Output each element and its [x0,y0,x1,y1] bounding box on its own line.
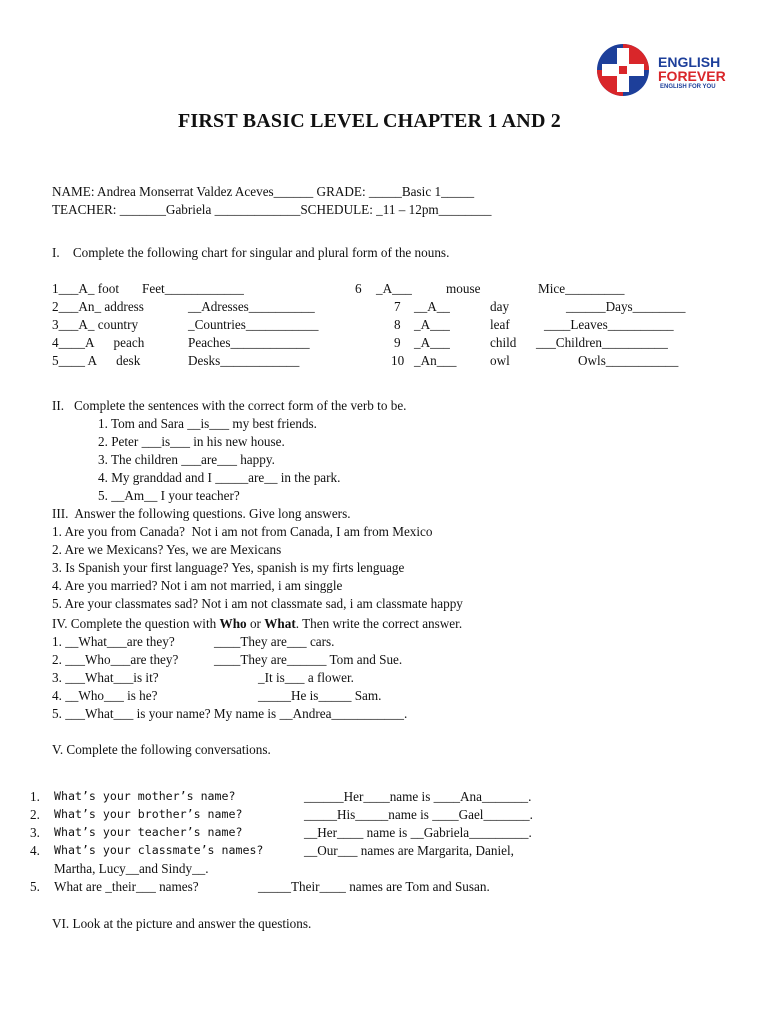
chart-plural: Owls___________ [578,353,679,368]
section-3-heading: III. Answer the following questions. Give long answers. [52,506,351,521]
chart-plural: ____Leaves__________ [544,317,674,332]
conversation-number: 5. [30,879,40,894]
section-4-heading [52,615,462,633]
conversation-number: 1. [30,789,40,804]
chart-number: 6 [355,281,362,296]
conversation-answer: _____Their____ names are Tom and Susan. [258,879,490,894]
long-answer-item: 2. Are we Mexicans? Yes, we are Mexicans [52,542,282,557]
who-what-question: 4. __Who___ is he? [52,688,158,703]
who-what-answer: _It is___ a flower. [258,670,354,685]
chart-article: _An___ [414,353,457,368]
section-4-heading-pre: IV. Complete the question with [52,616,220,631]
conversation-question: What’s your teacher’s name? [54,825,243,839]
chart-singular: day [490,299,510,314]
page-title: FIRST BASIC LEVEL CHAPTER 1 AND 2 [178,110,561,132]
chart-plural: __Adresses__________ [188,299,315,314]
conversation-question: Martha, Lucy__and Sindy__. [54,861,209,876]
verb-to-be-item: 5. __Am__ I your teacher? [98,488,240,503]
who-what-answer: _____He is_____ Sam. [258,688,382,703]
section-4-what: What [264,616,296,631]
section-4-heading-post: . Then write the correct answer. [295,616,463,631]
chart-number: 9 [394,335,401,350]
chart-number: 8 [394,317,401,332]
long-answer-item: 1. Are you from Canada? Not i am not from Canada, I am from Mexico [52,524,433,539]
chart-singular: mouse [446,281,481,296]
section-4-who: Who [219,616,247,631]
chart-singular: owl [490,353,510,368]
conversation-answer: __Our___ names are Margarita, Daniel, [304,843,514,858]
conversation-answer: __Her____ name is __Gabriela_________. [304,825,532,840]
conversation-question: What’s your mother’s name? [54,789,236,803]
who-what-question: 5. ___What___ is your name? My name is __Andrea___________. [52,706,408,721]
english-forever-logo [594,42,744,98]
chart-singular: 5____ A desk [52,353,141,368]
logo-line1: ENGLISH [658,54,721,70]
conversation-answer: _____His_____name is ____Gael_______. [304,807,533,822]
chart-singular: 1___A_ foot [52,281,120,296]
name-line: NAME: Andrea Monserrat Valdez Aceves______ GRADE: _____Basic 1_____ [52,184,475,199]
chart-plural: ___Children__________ [536,335,668,350]
long-answer-item: 4. Are you married? Not i am not married, i am singgle [52,578,343,593]
chart-plural: Peaches____________ [188,335,310,350]
chart-singular: child [490,335,517,350]
conversation-answer: ______Her____name is ____Ana_______. [304,789,532,804]
conversation-question: What’s your classmate’s names? [54,843,264,857]
teacher-line: TEACHER: _______Gabriela _____________SCHEDULE: _11 – 12pm________ [52,202,492,217]
who-what-question: 2. ___Who___are they? [52,652,179,667]
conversation-question: What’s your brother’s name? [54,807,243,821]
chart-article: __A__ [414,299,450,314]
verb-to-be-item: 2. Peter ___is___ in his new house. [98,434,285,449]
chart-singular: leaf [490,317,510,332]
chart-singular: 4____A peach [52,335,145,350]
long-answer-item: 3. Is Spanish your first language? Yes, spanish is my firts lenguage [52,560,405,575]
verb-to-be-item: 3. The children ___are___ happy. [98,452,275,467]
chart-article: _A___ [414,335,450,350]
chart-article: _A___ [414,317,450,332]
logo-line2: FOREVER [658,68,726,84]
long-answer-item: 5. Are your classmates sad? Not i am not classmate sad, i am classmate happy [52,596,463,611]
who-what-answer: ____They are___ cars. [214,634,335,649]
conversation-number: 4. [30,843,40,858]
logo-emblem-icon [594,42,654,98]
verb-to-be-item: 4. My granddad and I _____are__ in the park. [98,470,341,485]
section-1-heading: I. Complete the following chart for singular and plural form of the nouns. [52,245,450,260]
section-6-heading: VI. Look at the picture and answer the questions. [52,916,312,931]
chart-plural: ______Days________ [566,299,686,314]
who-what-answer: ____They are______ Tom and Sue. [214,652,403,667]
conversation-number: 3. [30,825,40,840]
logo-tagline: ENGLISH FOR YOU [660,84,716,90]
chart-singular: 3___A_ country [52,317,139,332]
section-4-or: or [246,616,265,631]
who-what-question: 1. __What___are they? [52,634,175,649]
chart-number: 10 [391,353,405,368]
verb-to-be-item: 1. Tom and Sara __is___ my best friends. [98,416,317,431]
who-what-question: 3. ___What___is it? [52,670,159,685]
chart-number: 7 [394,299,401,314]
conversation-question: What are _their___ names? [54,879,199,894]
chart-plural: _Countries___________ [188,317,319,332]
chart-singular: 2___An_ address [52,299,144,314]
chart-plural: Feet____________ [142,281,244,296]
chart-plural: Mice_________ [538,281,625,296]
section-5-heading: V. Complete the following conversations. [52,742,271,757]
section-2-heading: II. Complete the sentences with the correct form of the verb to be. [52,398,407,413]
chart-plural: Desks____________ [188,353,300,368]
chart-article: _A___ [376,281,412,296]
conversation-number: 2. [30,807,40,822]
